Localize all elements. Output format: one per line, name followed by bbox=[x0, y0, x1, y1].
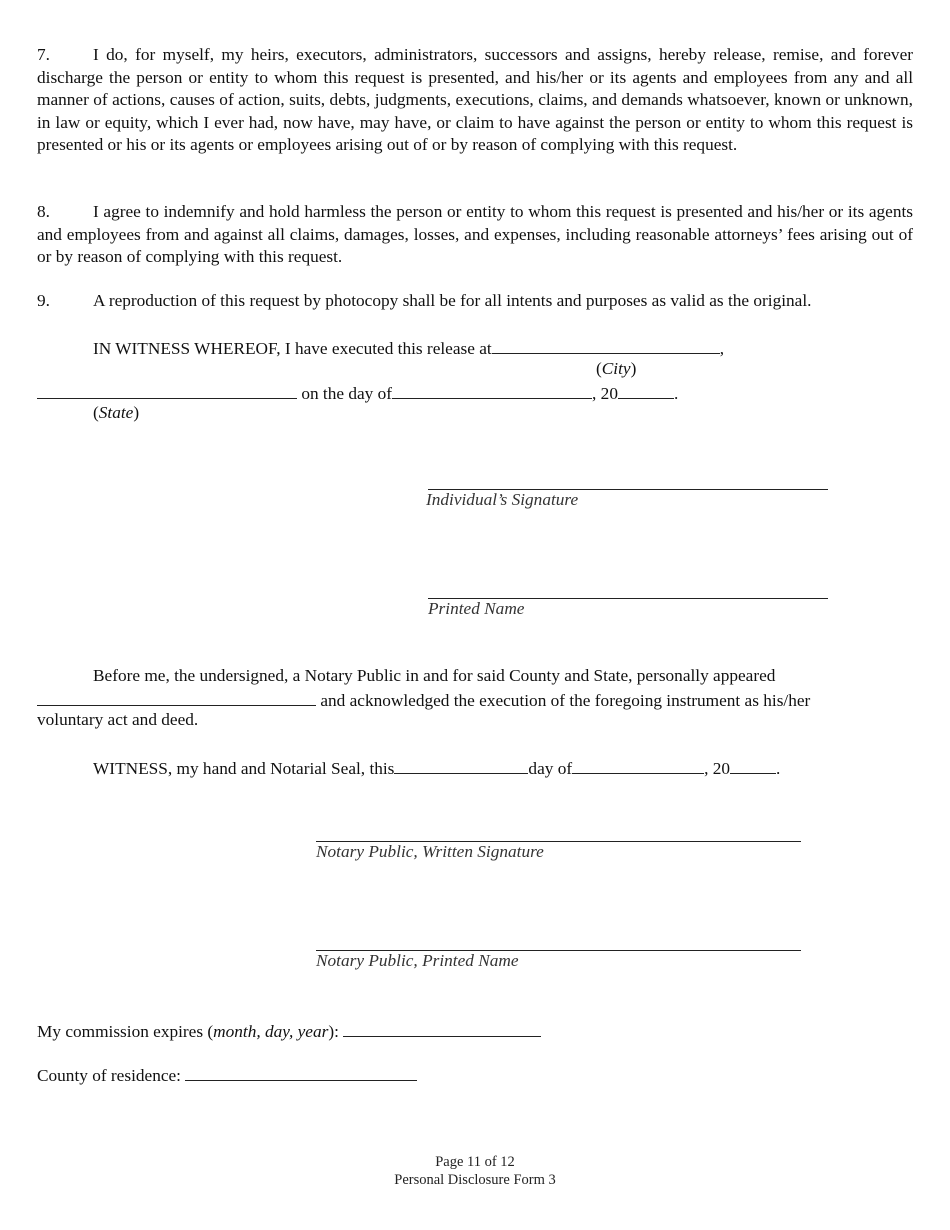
witness-whereof-line bbox=[93, 335, 724, 361]
notary-written-signature-label: Notary Public, Written Signature bbox=[316, 842, 544, 861]
acknowledged-text: and acknowledged the execution of the foregoing instrument as his/her bbox=[320, 691, 811, 710]
county-field[interactable] bbox=[185, 1062, 417, 1081]
day-field[interactable] bbox=[392, 380, 592, 399]
notary-before-me bbox=[93, 665, 775, 688]
paragraph-7 bbox=[37, 44, 913, 157]
commission-expires bbox=[37, 1018, 541, 1044]
state-field[interactable] bbox=[37, 380, 297, 399]
voluntary-act: voluntary act and deed. bbox=[37, 710, 199, 729]
paragraph-number: 7. bbox=[37, 45, 50, 64]
on-day-text: on the day of bbox=[301, 384, 393, 403]
paragraph-number: 9. bbox=[37, 291, 50, 310]
notary-year-prefix: , 20 bbox=[704, 759, 731, 778]
city-field[interactable] bbox=[492, 335, 720, 354]
notary-witness-line bbox=[93, 755, 780, 781]
witness-whereof-text: IN WITNESS WHEREOF, I have executed this release at bbox=[93, 339, 492, 358]
comma: , bbox=[719, 339, 725, 358]
day-of-text: day of bbox=[528, 759, 573, 778]
year-prefix: , 20 bbox=[592, 384, 618, 403]
paragraph-number: 8. bbox=[37, 202, 50, 221]
notary-printed-name-label: Notary Public, Printed Name bbox=[316, 951, 519, 970]
state-label: (State) bbox=[93, 403, 140, 422]
paragraph-8 bbox=[37, 201, 913, 269]
period: . bbox=[673, 384, 679, 403]
commission-label-start: My commission expires ( bbox=[37, 1022, 214, 1041]
form-name: Personal Disclosure Form 3 bbox=[394, 1172, 556, 1188]
commission-label-italic: month, day, year bbox=[213, 1022, 329, 1041]
period: . bbox=[776, 759, 781, 778]
county-of-residence bbox=[37, 1062, 417, 1088]
state-label-text: State bbox=[98, 403, 134, 422]
paragraph-text: I agree to indemnify and hold harmless the person or entity to whom this request is presented and his/her or its agents and employees from and against all claims, damages, losses, and expenses, including reasonable attorneys’ fees arising out of or by reason of complying with this request. bbox=[37, 202, 913, 266]
notary-day-field[interactable] bbox=[394, 755, 528, 774]
before-me-text: Before me, the undersigned, a Notary Public in and for said County and State, personally appeared bbox=[93, 666, 776, 685]
notary-month-field[interactable] bbox=[572, 755, 704, 774]
county-label: County of residence: bbox=[37, 1066, 181, 1085]
notary-year-field[interactable] bbox=[730, 755, 776, 774]
year-field[interactable] bbox=[618, 380, 674, 399]
paragraph-text: A reproduction of this request by photocopy shall be for all intents and purposes as valid as the original. bbox=[93, 291, 812, 310]
city-label-text: City bbox=[601, 359, 631, 378]
commission-expires-field[interactable] bbox=[343, 1018, 541, 1037]
paragraph-text: I do, for myself, my heirs, executors, administrators, successors and assigns, hereby release, remise, and forever discharge the person or entity to whom this request is presented, and his/her or its agents and employees from any and all manner of actions, causes of action, suits, debts, judgments, executions, claims, and demands whatsoever, known or unknown, in law or equity, which I ever had, now have, may have, or claim to have against the person or entity to whom this request is presented or his or its agents or employees arising out of or by reason of complying with this request. bbox=[37, 45, 913, 154]
commission-label-end: ): bbox=[328, 1022, 339, 1041]
printed-name-label: Printed Name bbox=[428, 599, 525, 618]
appeared-name-field[interactable] bbox=[37, 687, 316, 706]
city-label: (City) bbox=[596, 359, 637, 378]
individual-signature-label: Individual’s Signature bbox=[426, 490, 579, 509]
page-number: Page 11 of 12 bbox=[435, 1154, 515, 1170]
paragraph-9 bbox=[37, 290, 913, 313]
witness-hand-text: WITNESS, my hand and Notarial Seal, this bbox=[93, 759, 395, 778]
